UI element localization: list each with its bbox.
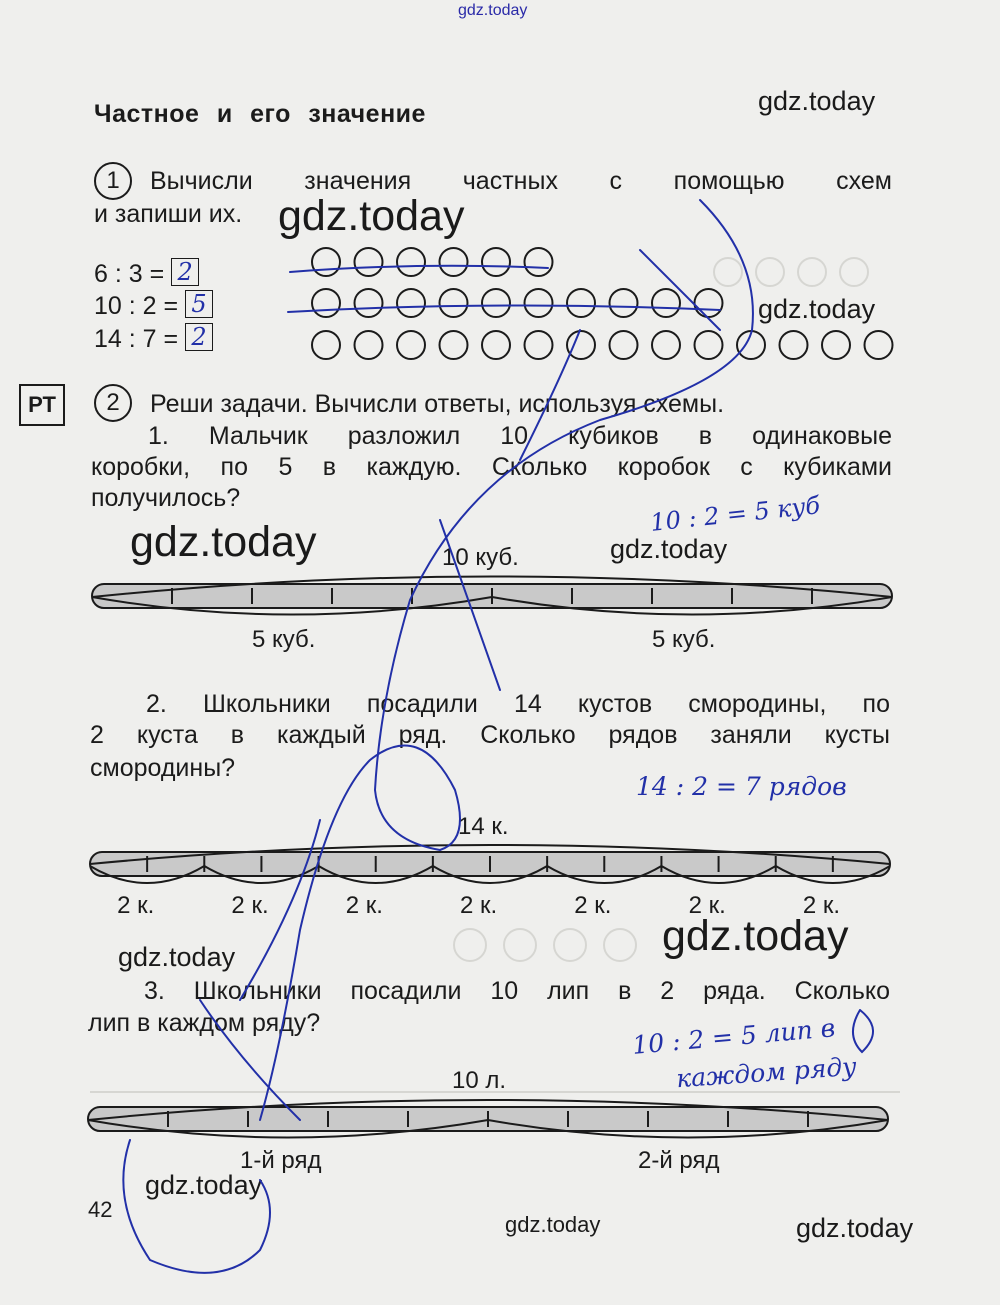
answer-box[interactable]: 2 [185, 323, 213, 351]
handwritten-answer-3: 10 : 2 = 5 лип в [631, 1013, 837, 1060]
bar-2-part-label: 2 к. [460, 892, 498, 919]
watermark: gdz.today [145, 1170, 263, 1200]
bar-1-total-label: 10 куб. [442, 544, 519, 571]
task-2-number: 2 [94, 384, 132, 422]
expression-row-1: 6 : 3 = 2 [94, 258, 199, 290]
watermark: gdz.today [610, 534, 728, 564]
problem-2-line2: 2 куста в каждый ряд. Сколько рядов заняли кусты [90, 721, 890, 749]
handwritten-answer-3-line2: каждом ряду [675, 1051, 858, 1094]
bar-2-part-label: 2 к. [688, 892, 726, 919]
problem-2-line1: 2. Школьники посадили 14 кустов смородины, по [146, 690, 890, 718]
watermark: gdz.today [758, 86, 876, 116]
bar-2-part-label: 2 к. [802, 892, 841, 919]
page-number: 42 [88, 1197, 113, 1222]
answer-box[interactable]: 5 [185, 290, 213, 318]
bar-3-part-label: 1-й ряд [240, 1147, 322, 1174]
watermark: gdz.today [130, 518, 317, 566]
answer-box[interactable]: 2 [171, 258, 199, 286]
bar-2-part-label: 2 к. [231, 892, 269, 919]
task-1-number: 1 [94, 162, 132, 200]
expression-row-2: 10 : 2 = 5 [94, 290, 213, 322]
watermark: gdz.today [505, 1212, 601, 1237]
task-2-intro: Реши задачи. Вычисли ответы, используя схемы. [150, 390, 725, 418]
problem-1-line1: 1. Мальчик разложил 10 кубиков в одинаковые [148, 422, 892, 450]
problem-3-line2: лип в каждом ряду? [88, 1009, 321, 1037]
bar-2-part-label: 2 к. [117, 892, 155, 919]
watermark: gdz.today [796, 1213, 914, 1243]
bar-2-part-label: 2 к. [574, 892, 612, 919]
task-1-text: Вычисли значения частных с помощью схем [150, 167, 892, 195]
problem-1-line3: получилось? [91, 484, 241, 512]
watermark: gdz.today [118, 942, 236, 972]
bar-3-total-label: 10 л. [452, 1067, 507, 1094]
bar-1-part-label: 5 куб. [252, 626, 316, 653]
page-title: Частное и его значение [94, 100, 426, 128]
problem-3-line1: 3. Школьники посадили 10 лип в 2 ряда. Сколько [144, 977, 890, 1005]
handwritten-answer-2: 14 : 2 = 7 рядов [636, 772, 847, 801]
watermark: gdz.today [758, 294, 876, 324]
bar-2-part-label: 2 к. [345, 892, 383, 919]
watermark: gdz.today [662, 912, 849, 960]
bar-3-part-label: 2-й ряд [638, 1147, 720, 1174]
watermark-top: gdz.today [458, 2, 528, 19]
problem-2-line3: смородины? [90, 754, 236, 782]
watermark: gdz.today [278, 192, 465, 240]
bar-2-total-label: 14 к. [458, 813, 509, 840]
handwritten-answer-1: 10 : 2 = 5 куб [649, 491, 822, 537]
expression-row-3: 14 : 7 = 2 [94, 323, 213, 355]
problem-1-line2: коробки, по 5 в каждую. Сколько коробок с кубиками [91, 453, 892, 481]
task-1-text-line2: и запиши их. [94, 200, 243, 228]
rt-badge: РТ [19, 384, 65, 426]
bar-1-part-label: 5 куб. [652, 626, 716, 653]
